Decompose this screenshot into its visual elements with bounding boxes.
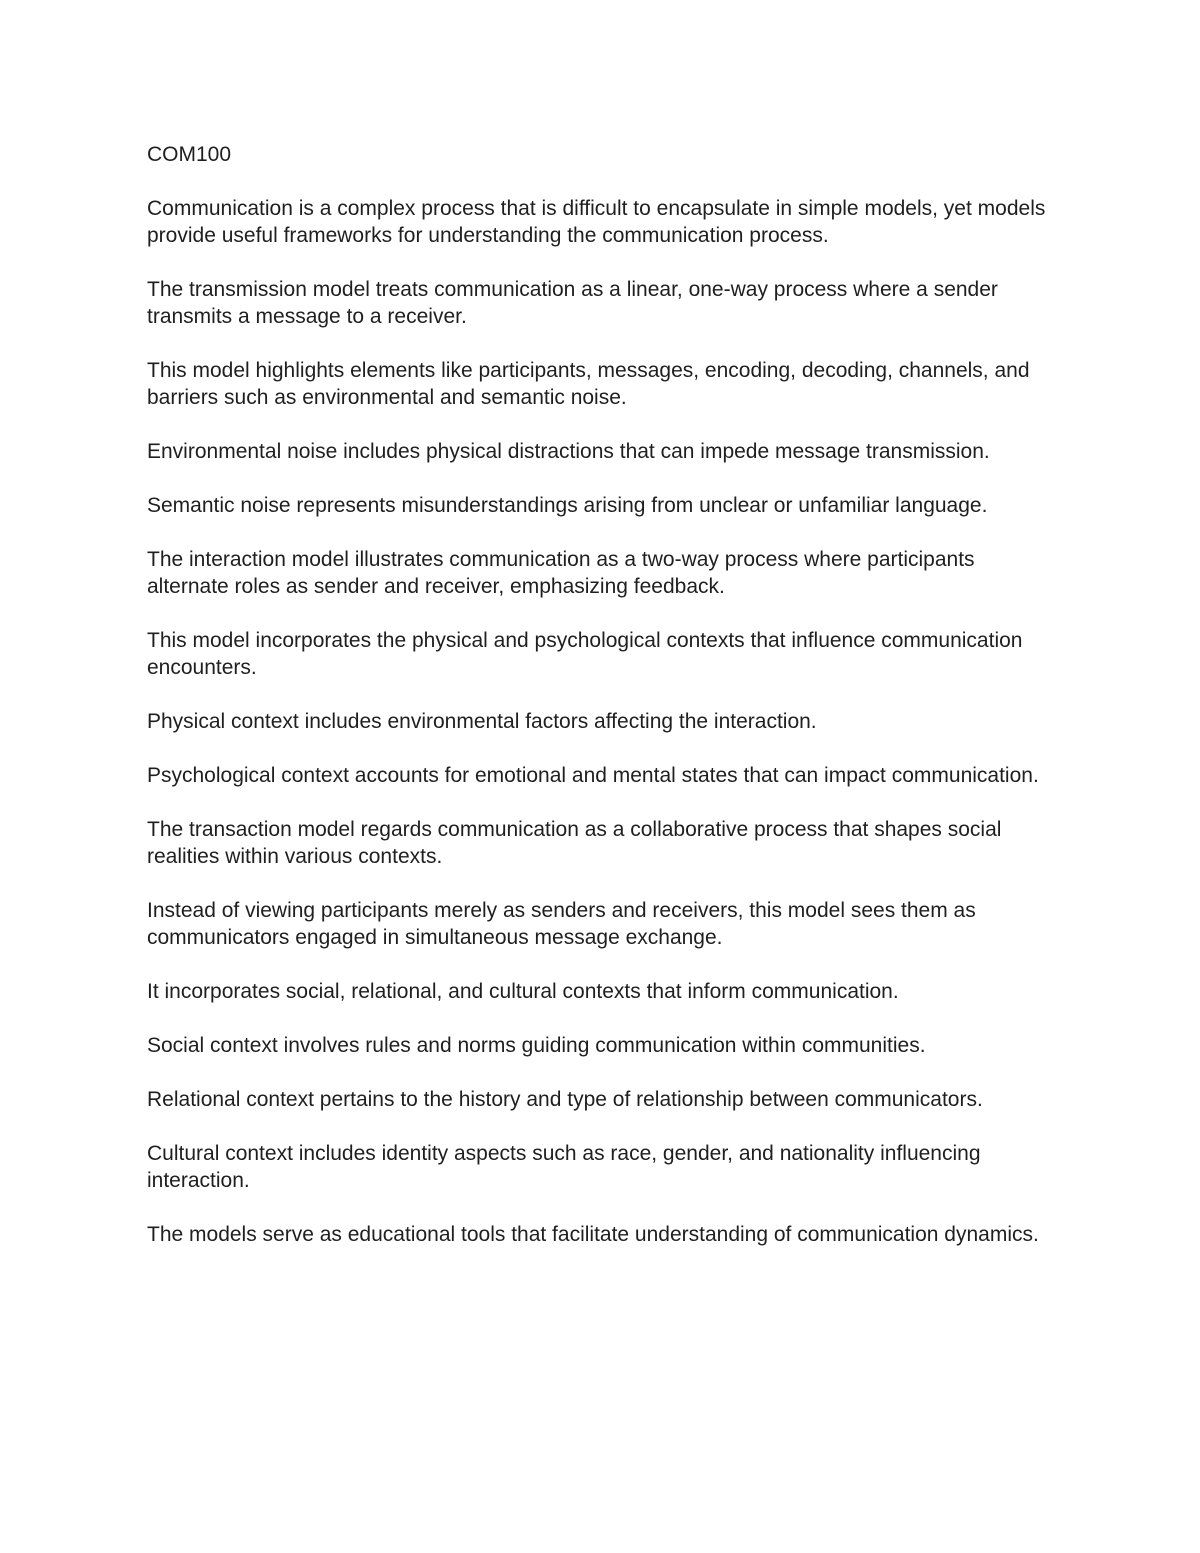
document-title: COM100 — [147, 143, 232, 166]
paragraph: This model highlights elements like participants, messages, encoding, decoding, channels, and barriers such as environmental and semantic noise. — [147, 359, 1030, 409]
paragraph: Social context involves rules and norms guiding communication within communities. — [147, 1034, 926, 1057]
paragraph: Physical context includes environmental factors affecting the interaction. — [147, 710, 817, 733]
paragraph: The transaction model regards communication as a collaborative process that shapes social realities within various contexts. — [147, 818, 1002, 868]
paragraph: It incorporates social, relational, and cultural contexts that inform communication. — [147, 980, 899, 1003]
paragraph: Instead of viewing participants merely as senders and receivers, this model sees them as communicators engaged in simultaneous message exchange. — [147, 899, 976, 949]
document-body — [147, 141, 1052, 1275]
paragraph: This model incorporates the physical and psychological contexts that influence communication encounters. — [147, 629, 1023, 679]
paragraph: Psychological context accounts for emotional and mental states that can impact communication. — [147, 764, 1039, 787]
paragraph: Semantic noise represents misunderstandings arising from unclear or unfamiliar language. — [147, 494, 988, 517]
paragraph: The interaction model illustrates communication as a two-way process where participants alternate roles as sender and receiver, emphasizing feedback. — [147, 548, 975, 598]
paragraph: The models serve as educational tools that facilitate understanding of communication dynamics. — [147, 1223, 1039, 1246]
paragraph: Communication is a complex process that is difficult to encapsulate in simple models, yet models provide useful frameworks for understanding the communication process. — [147, 197, 1046, 247]
paragraph: Relational context pertains to the history and type of relationship between communicators. — [147, 1088, 983, 1111]
paragraph: Cultural context includes identity aspects such as race, gender, and nationality influencing interaction. — [147, 1142, 981, 1192]
paragraph: The transmission model treats communication as a linear, one-way process where a sender transmits a message to a receiver. — [147, 278, 998, 328]
paragraph: Environmental noise includes physical distractions that can impede message transmission. — [147, 440, 990, 463]
